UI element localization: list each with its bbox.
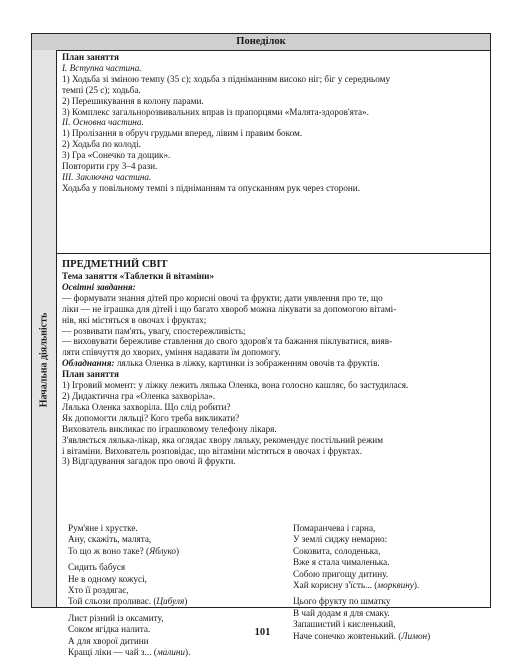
riddle-line: Цього фрукту по шматку (293, 596, 391, 607)
riddle-line: Сидить бабуся (68, 562, 126, 573)
riddle-line: В чай додам я для смаку. (293, 607, 390, 618)
plan-line: Повторити гру 3–4 рази. (62, 161, 158, 172)
plan-lines (62, 63, 482, 194)
plan2-line: 2) Дидактична гра «Оленка захворіла». (62, 390, 216, 401)
plan2-line: З'являється лялька-лікар, яка оглядає хвору ляльку, рекомендує постільний режим (62, 434, 384, 445)
plan-line: темпі (25 с); ходьба. (62, 84, 141, 95)
task-line: — розвивати пам'ять, увагу, спостережливість; (62, 325, 246, 336)
riddles-left (68, 523, 190, 658)
plan2-lines (62, 380, 482, 467)
plan-line: II. Основна частина. (62, 117, 144, 128)
plan-line: 3) Гра «Сонечко та дощик». (62, 150, 171, 161)
riddles-right (293, 523, 430, 642)
plan-line: 2) Ходьба по колоді. (62, 139, 141, 150)
riddle-line: То що ж воно таке? (Яблуко) (68, 545, 180, 556)
riddle-line: Хай корисну з'їсть... (морквину). (293, 580, 420, 591)
plan2-line: Вихователь викликає по іграшковому телефону лікаря. (62, 423, 277, 434)
plan2-line: 3) Відгадування загадок про овочі й фрукти. (62, 456, 236, 467)
plan-line: III. Заключна частина. (62, 171, 152, 182)
plan-line: I. Вступна частина. (62, 62, 142, 73)
table-header: Понеділок (32, 34, 490, 51)
plan2-heading: План заняття (62, 369, 119, 380)
side-column (32, 50, 57, 607)
plan-line: 1) Пролізання в обруч грудьми вперед, лівим і правим боком. (62, 128, 303, 139)
equipment-label: Обладнання: (62, 358, 115, 369)
plan-line: Ходьба у повільному темпі з підніманням та опусканням рук через сторони. (62, 182, 360, 193)
equipment-text: лялька Оленка в ліжку, картинки із зображенням овочів та фруктів. (114, 358, 380, 369)
page-number: 101 (254, 627, 271, 638)
task-line: — формувати знання дітей про корисні овочі та фрукти; дати уявлення про те, що (62, 292, 383, 303)
plan2-line: 1) Ігровий момент: у ліжку лежить лялька Оленка, вона голосно кашляє, бо застудилася. (62, 380, 409, 391)
plan2-line: і вітаміни. Вихователь розповідає, що вітаміни містяться в овочах і фруктах. (62, 445, 363, 456)
riddle-line: Запашистий і кисленький, (293, 619, 396, 630)
plan2-line: Лялька Оленка захворіла. Що слід робити? (62, 401, 231, 412)
riddle-line: Хто її роздягає, (68, 585, 129, 596)
riddle-line: У землі сиджу немарно: (293, 534, 388, 545)
riddle-line: Соком ягідка налита. (68, 624, 151, 635)
equipment-line (62, 358, 482, 369)
riddle-line: Рум'яне і хрустке. (68, 523, 138, 533)
tasks-label: Освітні завдання: (62, 281, 136, 292)
tasks-lines (62, 293, 482, 358)
side-label: Начальна діяльність (38, 312, 50, 408)
riddle-line: Лист різний із оксамиту, (68, 612, 164, 623)
plan-line: 1) Ходьба зі зміною темпу (35 с); ходьба з підніманням високо ніг; біг у середньому (62, 73, 391, 84)
task-line: нів, які містяться в овочах і фруктах; (62, 314, 207, 325)
riddle-line: Ану, скажіть, малята, (68, 534, 152, 545)
plan2-line: Як допомогти ляльці? Кого треба викликати? (62, 412, 240, 423)
riddle-line: Той сльози проливає. (Цибуля) (68, 596, 188, 607)
section-subject-world (62, 259, 482, 467)
riddle-line: Вже я стала чималенька. (293, 557, 390, 568)
task-line: ліки — не іграшка для дітей і що багато хвороб можна лікувати за допомогою вітамі- (62, 303, 397, 314)
riddle-line: Собою пригощу дитину. (293, 568, 389, 579)
plan-line: 3) Комплекс загальнорозвивальних вправ із прапорцями «Малята-здоров'ята». (62, 106, 369, 117)
plan-line: 2) Перешикування в колону парами. (62, 95, 204, 106)
riddle-line: Соковита, солоденька, (293, 545, 381, 556)
plan-heading: План заняття (62, 52, 119, 62)
lesson-topic: Тема заняття «Таблетки й вітаміни» (62, 271, 215, 281)
riddle-line: А для хворої дитини (68, 635, 149, 646)
section-divider (56, 253, 490, 254)
task-line: ляти співчуття до хворих, уміння надавати їм допомогу. (62, 347, 281, 358)
riddle-line: Кращі ліки — чай з... (малини). (68, 647, 191, 658)
riddle-line: Помаранчева і гарна, (293, 523, 376, 533)
section-title: ПРЕДМЕТНИЙ СВІТ (62, 259, 168, 270)
task-line: — виховувати бережливе ставлення до свого здоров'я та бажання піклуватися, вияв- (62, 336, 393, 347)
riddle-line: Не в одному кожусі, (68, 573, 147, 584)
riddle-line: Наче сонечко жовтенький. (Лимон) (293, 630, 431, 641)
